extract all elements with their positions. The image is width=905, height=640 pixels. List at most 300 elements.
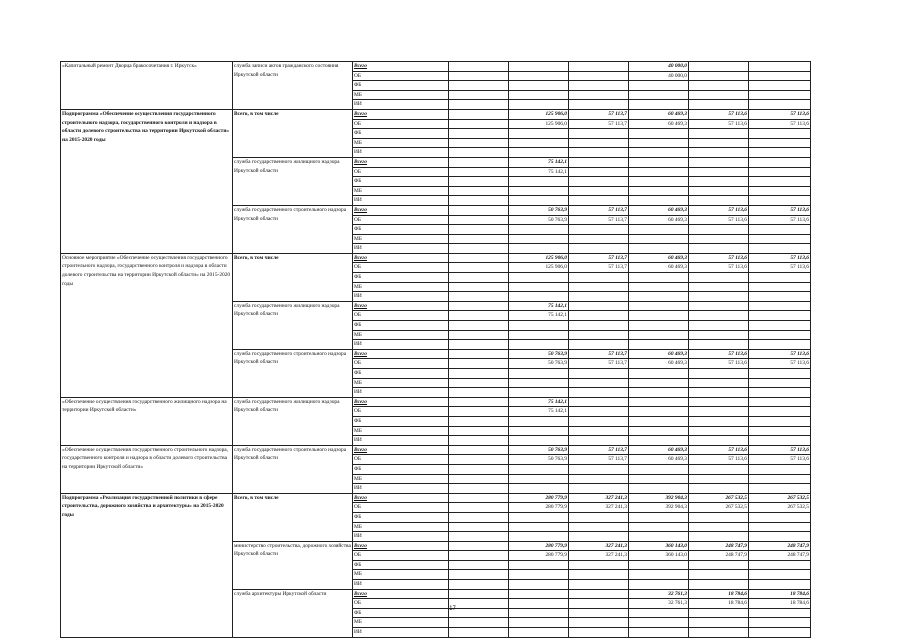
empty-cell	[449, 186, 509, 196]
amount-cell: 248 747,9	[749, 551, 811, 561]
table-row	[61, 493, 811, 503]
amount-cell: 392 904,3	[629, 493, 689, 503]
amount-cell	[749, 81, 811, 91]
amount-cell	[569, 589, 629, 599]
amount-cell	[569, 628, 629, 638]
empty-cell	[449, 522, 509, 532]
amount-cell	[629, 436, 689, 446]
amount-cell	[629, 177, 689, 187]
funding-source-cell: ФБ	[353, 225, 449, 235]
executor-cell: служба государственного жилищного надзора Иркутской области	[233, 301, 353, 349]
amount-cell	[569, 282, 629, 292]
amount-cell	[689, 464, 749, 474]
amount-cell	[689, 138, 749, 148]
funding-source-cell: МБ	[353, 570, 449, 580]
funding-source-cell: Всего	[353, 397, 449, 407]
empty-cell	[449, 493, 509, 503]
funding-source-cell: МБ	[353, 234, 449, 244]
funding-source-cell: ОБ	[353, 503, 449, 513]
executor-cell: служба государственного жилищного надзора Иркутской области	[233, 157, 353, 205]
amount-cell	[509, 464, 569, 474]
amount-cell: 57 113,7	[569, 359, 629, 369]
funding-source-cell: ФБ	[353, 177, 449, 187]
amount-cell	[509, 426, 569, 436]
executor-cell: служба государственного строительного надзора Иркутской области	[233, 445, 353, 493]
amount-cell	[629, 244, 689, 254]
amount-cell: 18 784,6	[749, 599, 811, 609]
empty-cell	[449, 349, 509, 359]
amount-cell	[629, 532, 689, 542]
amount-cell: 75 142,1	[509, 157, 569, 167]
amount-cell: 280 779,9	[509, 541, 569, 551]
amount-cell	[749, 167, 811, 177]
amount-cell	[629, 369, 689, 379]
amount-cell: 57 113,6	[749, 445, 811, 455]
empty-cell	[449, 71, 509, 81]
amount-cell	[629, 522, 689, 532]
amount-cell: 280 779,9	[509, 551, 569, 561]
amount-cell	[689, 321, 749, 331]
amount-cell	[749, 138, 811, 148]
amount-cell	[749, 464, 811, 474]
amount-cell	[509, 196, 569, 206]
funding-source-cell: ИИ	[353, 436, 449, 446]
funding-source-cell: МБ	[353, 474, 449, 484]
amount-cell	[569, 618, 629, 628]
empty-cell	[449, 167, 509, 177]
amount-cell: 57 113,6	[749, 119, 811, 129]
amount-cell	[569, 321, 629, 331]
amount-cell	[689, 177, 749, 187]
table-row	[61, 62, 811, 72]
amount-cell	[689, 100, 749, 110]
amount-cell: 75 142,1	[509, 167, 569, 177]
amount-cell	[749, 522, 811, 532]
amount-cell	[749, 340, 811, 350]
amount-cell	[629, 138, 689, 148]
amount-cell: 57 113,6	[689, 263, 749, 273]
amount-cell	[629, 416, 689, 426]
amount-cell	[509, 369, 569, 379]
amount-cell	[689, 522, 749, 532]
measure-name-cell: «Обеспечение осуществления государственного строительного надзора, государственного контроля и надзора в области долевого строительства на территории Иркутской области»	[61, 445, 233, 493]
amount-cell	[569, 100, 629, 110]
amount-cell: 57 113,7	[569, 349, 629, 359]
amount-cell	[749, 129, 811, 139]
amount-cell	[509, 81, 569, 91]
funding-source-cell: ФБ	[353, 369, 449, 379]
table-row	[61, 445, 811, 455]
amount-cell	[509, 148, 569, 158]
measure-name-cell: «Капитальный ремонт Дворца бракосочетания г. Иркутск»	[61, 62, 233, 110]
amount-cell	[569, 273, 629, 283]
executor-cell: служба записи актов гражданского состояния Иркутской области	[233, 62, 353, 110]
amount-cell: 57 113,6	[749, 263, 811, 273]
amount-cell	[629, 157, 689, 167]
amount-cell: 327 241,3	[569, 541, 629, 551]
amount-cell	[689, 62, 749, 72]
amount-cell: 75 142,1	[509, 407, 569, 417]
funding-source-cell: ИИ	[353, 100, 449, 110]
amount-cell	[689, 416, 749, 426]
amount-cell	[629, 196, 689, 206]
empty-cell	[449, 388, 509, 398]
amount-cell	[749, 532, 811, 542]
amount-cell	[509, 62, 569, 72]
empty-cell	[449, 426, 509, 436]
amount-cell: 57 113,6	[749, 253, 811, 263]
empty-cell	[449, 148, 509, 158]
amount-cell	[689, 301, 749, 311]
amount-cell: 360 143,0	[629, 541, 689, 551]
amount-cell	[629, 321, 689, 331]
amount-cell: 267 532,5	[689, 503, 749, 513]
amount-cell	[749, 560, 811, 570]
amount-cell: 57 113,7	[569, 455, 629, 465]
amount-cell	[509, 436, 569, 446]
empty-cell	[449, 464, 509, 474]
funding-source-cell: ОБ	[353, 71, 449, 81]
amount-cell	[509, 330, 569, 340]
empty-cell	[449, 359, 509, 369]
amount-cell	[689, 570, 749, 580]
amount-cell	[569, 62, 629, 72]
amount-cell	[569, 484, 629, 494]
empty-cell	[449, 397, 509, 407]
amount-cell	[569, 148, 629, 158]
amount-cell	[629, 90, 689, 100]
amount-cell	[749, 62, 811, 72]
amount-cell	[629, 484, 689, 494]
amount-cell	[689, 474, 749, 484]
amount-cell	[749, 484, 811, 494]
amount-cell	[569, 570, 629, 580]
amount-cell	[509, 273, 569, 283]
funding-source-cell: ОБ	[353, 263, 449, 273]
empty-cell	[449, 90, 509, 100]
empty-cell	[449, 109, 509, 119]
amount-cell	[509, 129, 569, 139]
amount-cell	[569, 512, 629, 522]
amount-cell	[689, 273, 749, 283]
amount-cell: 57 113,6	[749, 109, 811, 119]
amount-cell	[689, 244, 749, 254]
empty-cell	[449, 474, 509, 484]
amount-cell	[569, 292, 629, 302]
empty-cell	[449, 503, 509, 513]
table-row	[61, 253, 811, 263]
page-number: 17	[449, 606, 456, 612]
funding-source-cell: ИИ	[353, 388, 449, 398]
amount-cell	[629, 512, 689, 522]
empty-cell	[449, 321, 509, 331]
amount-cell	[749, 157, 811, 167]
empty-cell	[449, 196, 509, 206]
amount-cell: 57 113,6	[689, 445, 749, 455]
amount-cell	[749, 234, 811, 244]
amount-cell	[509, 628, 569, 638]
amount-cell	[509, 282, 569, 292]
funding-source-cell: Всего	[353, 109, 449, 119]
amount-cell: 57 113,6	[689, 215, 749, 225]
amount-cell: 60 469,3	[629, 349, 689, 359]
empty-cell	[449, 407, 509, 417]
funding-source-cell: ФБ	[353, 321, 449, 331]
amount-cell: 75 142,1	[509, 311, 569, 321]
amount-cell	[689, 148, 749, 158]
amount-cell	[749, 186, 811, 196]
amount-cell	[749, 369, 811, 379]
funding-source-cell: МБ	[353, 426, 449, 436]
amount-cell	[629, 282, 689, 292]
amount-cell: 248 747,9	[749, 541, 811, 551]
amount-cell	[569, 129, 629, 139]
table-row	[61, 397, 811, 407]
empty-cell	[449, 541, 509, 551]
empty-cell	[449, 215, 509, 225]
empty-cell	[449, 445, 509, 455]
funding-source-cell: Всего	[353, 301, 449, 311]
empty-cell	[449, 273, 509, 283]
amount-cell: 327 241,3	[569, 493, 629, 503]
amount-cell	[689, 512, 749, 522]
amount-cell	[509, 138, 569, 148]
funding-source-cell: ФБ	[353, 512, 449, 522]
amount-cell	[689, 330, 749, 340]
amount-cell: 280 779,9	[509, 493, 569, 503]
amount-cell	[629, 397, 689, 407]
amount-cell: 50 763,9	[509, 445, 569, 455]
amount-cell: 60 469,3	[629, 445, 689, 455]
funding-source-cell: ОБ	[353, 407, 449, 417]
measure-name-cell: Основное мероприятие «Обеспечение осуществления государственного строительного надзора, государственного контроля и надзора в области долевого строительства на территории Иркутской области» на 2015-2020 годы	[61, 253, 233, 397]
amount-cell	[749, 426, 811, 436]
empty-cell	[449, 570, 509, 580]
empty-cell	[449, 311, 509, 321]
amount-cell	[509, 292, 569, 302]
amount-cell: 18 784,6	[689, 599, 749, 609]
empty-cell	[449, 157, 509, 167]
amount-cell	[749, 628, 811, 638]
amount-cell	[689, 186, 749, 196]
amount-cell	[629, 340, 689, 350]
amount-cell	[569, 397, 629, 407]
amount-cell	[749, 100, 811, 110]
funding-source-cell: Всего	[353, 62, 449, 72]
funding-source-cell: ОБ	[353, 215, 449, 225]
amount-cell: 40 000,0	[629, 62, 689, 72]
funding-source-cell: МБ	[353, 282, 449, 292]
amount-cell	[749, 90, 811, 100]
amount-cell	[509, 580, 569, 590]
amount-cell	[629, 234, 689, 244]
amount-cell	[569, 407, 629, 417]
amount-cell	[509, 234, 569, 244]
amount-cell	[689, 196, 749, 206]
amount-cell	[689, 225, 749, 235]
amount-cell: 60 469,3	[629, 215, 689, 225]
funding-source-cell: МБ	[353, 330, 449, 340]
executor-cell: Всего, в том числе	[233, 109, 353, 157]
funding-source-cell: ИИ	[353, 148, 449, 158]
funding-source-cell: ИИ	[353, 340, 449, 350]
amount-cell	[749, 273, 811, 283]
measure-name-cell: Подпрограмма «Реализация государственной политики в сфере строительства, дорожного хозяйства и архитектуры» на 2015-2020 годы	[61, 493, 233, 637]
amount-cell	[689, 340, 749, 350]
amount-cell	[509, 512, 569, 522]
amount-cell	[509, 618, 569, 628]
measure-name-cell: Подпрограмма «Обеспечение осуществления государственного строительного надзора, государственного контроля и надзора в области долевого строительства на территории Иркутской области» на 2015-2020 годы	[61, 109, 233, 253]
amount-cell	[749, 618, 811, 628]
empty-cell	[449, 129, 509, 139]
amount-cell	[629, 186, 689, 196]
amount-cell	[749, 282, 811, 292]
amount-cell	[509, 186, 569, 196]
funding-source-cell: МБ	[353, 138, 449, 148]
amount-cell: 32 761,3	[629, 599, 689, 609]
amount-cell	[509, 388, 569, 398]
amount-cell: 50 763,9	[509, 215, 569, 225]
amount-cell	[749, 378, 811, 388]
amount-cell	[569, 416, 629, 426]
amount-cell	[689, 90, 749, 100]
amount-cell	[509, 321, 569, 331]
amount-cell	[749, 244, 811, 254]
amount-cell	[749, 225, 811, 235]
amount-cell: 57 113,7	[569, 445, 629, 455]
funding-source-cell: Всего	[353, 205, 449, 215]
amount-cell	[689, 157, 749, 167]
empty-cell	[449, 484, 509, 494]
amount-cell	[509, 177, 569, 187]
amount-cell: 57 113,7	[569, 109, 629, 119]
amount-cell	[509, 589, 569, 599]
empty-cell	[449, 292, 509, 302]
amount-cell: 125 906,0	[509, 119, 569, 129]
empty-cell	[449, 560, 509, 570]
amount-cell: 57 113,7	[569, 215, 629, 225]
amount-cell	[629, 580, 689, 590]
amount-cell	[509, 522, 569, 532]
amount-cell	[749, 196, 811, 206]
amount-cell: 50 763,9	[509, 349, 569, 359]
funding-source-cell: ФБ	[353, 129, 449, 139]
amount-cell: 248 747,9	[689, 541, 749, 551]
funding-source-cell: ФБ	[353, 81, 449, 91]
amount-cell	[569, 580, 629, 590]
amount-cell	[509, 532, 569, 542]
amount-cell	[689, 628, 749, 638]
amount-cell	[569, 167, 629, 177]
amount-cell	[569, 378, 629, 388]
empty-cell	[449, 589, 509, 599]
table-row	[61, 109, 811, 119]
funding-source-cell: Всего	[353, 445, 449, 455]
amount-cell	[689, 311, 749, 321]
amount-cell: 125 906,0	[509, 263, 569, 273]
funding-source-cell: МБ	[353, 522, 449, 532]
amount-cell: 60 469,3	[629, 263, 689, 273]
measure-name-cell: «Обеспечение осуществления государственного жилищного надзора на территории Иркутской области»	[61, 397, 233, 445]
amount-cell: 327 241,3	[569, 551, 629, 561]
amount-cell	[569, 186, 629, 196]
amount-cell	[569, 532, 629, 542]
amount-cell	[569, 225, 629, 235]
amount-cell	[629, 378, 689, 388]
empty-cell	[449, 81, 509, 91]
funding-source-cell: ИИ	[353, 628, 449, 638]
empty-cell	[449, 244, 509, 254]
amount-cell	[509, 340, 569, 350]
empty-cell	[449, 62, 509, 72]
empty-cell	[449, 532, 509, 542]
amount-cell	[749, 330, 811, 340]
amount-cell: 60 469,3	[629, 119, 689, 129]
amount-cell	[629, 330, 689, 340]
empty-cell	[449, 618, 509, 628]
funding-source-cell: ОБ	[353, 119, 449, 129]
empty-cell	[449, 234, 509, 244]
amount-cell: 18 784,6	[749, 589, 811, 599]
funding-source-cell: ОБ	[353, 167, 449, 177]
amount-cell	[569, 436, 629, 446]
amount-cell	[749, 397, 811, 407]
amount-cell: 60 469,3	[629, 359, 689, 369]
amount-cell: 75 142,1	[509, 397, 569, 407]
amount-cell: 248 747,9	[689, 551, 749, 561]
funding-source-cell: Всего	[353, 253, 449, 263]
amount-cell	[569, 474, 629, 484]
amount-cell	[689, 484, 749, 494]
executor-cell: Всего, в том числе	[233, 253, 353, 301]
amount-cell	[509, 560, 569, 570]
funding-source-cell: ИИ	[353, 532, 449, 542]
empty-cell	[449, 100, 509, 110]
amount-cell	[629, 225, 689, 235]
amount-cell	[689, 532, 749, 542]
funding-source-cell: ИИ	[353, 292, 449, 302]
amount-cell	[569, 196, 629, 206]
amount-cell	[509, 570, 569, 580]
amount-cell	[569, 234, 629, 244]
funding-source-cell: МБ	[353, 378, 449, 388]
amount-cell: 267 532,5	[749, 503, 811, 513]
amount-cell: 57 113,6	[689, 253, 749, 263]
amount-cell	[749, 148, 811, 158]
funding-source-cell: ИИ	[353, 196, 449, 206]
amount-cell	[749, 321, 811, 331]
amount-cell: 75 142,1	[509, 301, 569, 311]
amount-cell	[569, 157, 629, 167]
amount-cell	[509, 416, 569, 426]
amount-cell: 392 904,3	[629, 503, 689, 513]
executor-cell: Всего, в том числе	[233, 493, 353, 541]
empty-cell	[449, 378, 509, 388]
executor-cell: служба архитектуры Иркутской области	[233, 589, 353, 637]
amount-cell	[749, 436, 811, 446]
amount-cell	[689, 618, 749, 628]
amount-cell	[509, 225, 569, 235]
amount-cell	[509, 71, 569, 81]
amount-cell	[569, 177, 629, 187]
empty-cell	[449, 455, 509, 465]
amount-cell	[749, 570, 811, 580]
amount-cell	[629, 273, 689, 283]
amount-cell: 57 113,7	[569, 119, 629, 129]
amount-cell: 40 000,0	[629, 71, 689, 81]
executor-cell: служба государственного строительного надзора Иркутской области	[233, 349, 353, 397]
amount-cell	[569, 369, 629, 379]
